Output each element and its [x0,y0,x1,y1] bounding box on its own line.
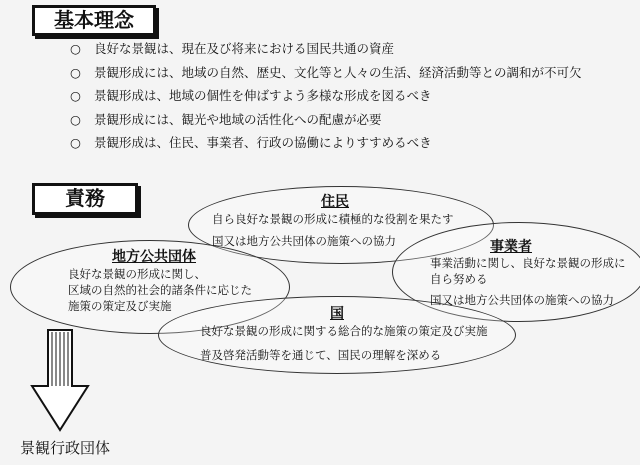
principle-text: 景観形成は、地域の個性を伸ばすよう多様な形成を図るべき [94,88,432,103]
principle-item [70,39,640,63]
nation-title: 国 [330,306,344,322]
circle-bullet: ○ [70,135,81,150]
nation-line: 普及啓発活動等を通じて、国民の理解を深める [200,348,442,362]
circle-bullet: ○ [70,88,81,103]
principle-text: 景観形成には、地域の自然、歴史、文化等と人々の生活、経済活動等との調和が不可欠 [94,64,582,80]
principle-item [70,63,640,87]
business-line: 自ら努める [430,272,488,286]
principle-item [70,133,640,157]
local-gov-title: 地方公共団体 [112,249,196,265]
landscape-admin-body-label: 景観行政団体 [20,439,111,457]
principles-heading: 基本理念 [32,5,156,36]
local-gov-line: 施策の策定及び実施 [68,299,172,313]
local-gov-line: 区域の自然的社会的諸条件に応じた [68,283,252,297]
principle-item [70,86,640,110]
business-line: 事業活動に関し、良好な景観の形成に [430,256,626,270]
residents-line: 国又は地方公共団体の施策への協力 [212,234,396,248]
business-line: 国又は地方公共団体の施策への協力 [430,293,614,307]
residents-title: 住民 [321,194,349,210]
circle-bullet: ○ [70,111,81,127]
duties-heading: 責務 [32,183,138,215]
principle-text: 景観形成は、住民、事業者、行政の協働によりすすめるべき [94,135,432,150]
down-arrow-icon [28,328,92,434]
business-title: 事業者 [490,239,532,255]
principle-item [70,110,640,134]
principles-list [70,39,640,157]
local-gov-line: 良好な景観の形成に関し、 [68,267,206,281]
residents-line: 自ら良好な景観の形成に積極的な役割を果たす [212,212,454,226]
circle-bullet: ○ [70,64,81,80]
principle-text: 景観形成には、観光や地域の活性化への配慮が必要 [94,111,382,127]
principle-text: 良好な景観は、現在及び将来における国民共通の資産 [94,41,395,56]
nation-line: 良好な景観の形成に関する総合的な施策の策定及び実施 [200,324,488,338]
circle-bullet: ○ [70,41,81,56]
